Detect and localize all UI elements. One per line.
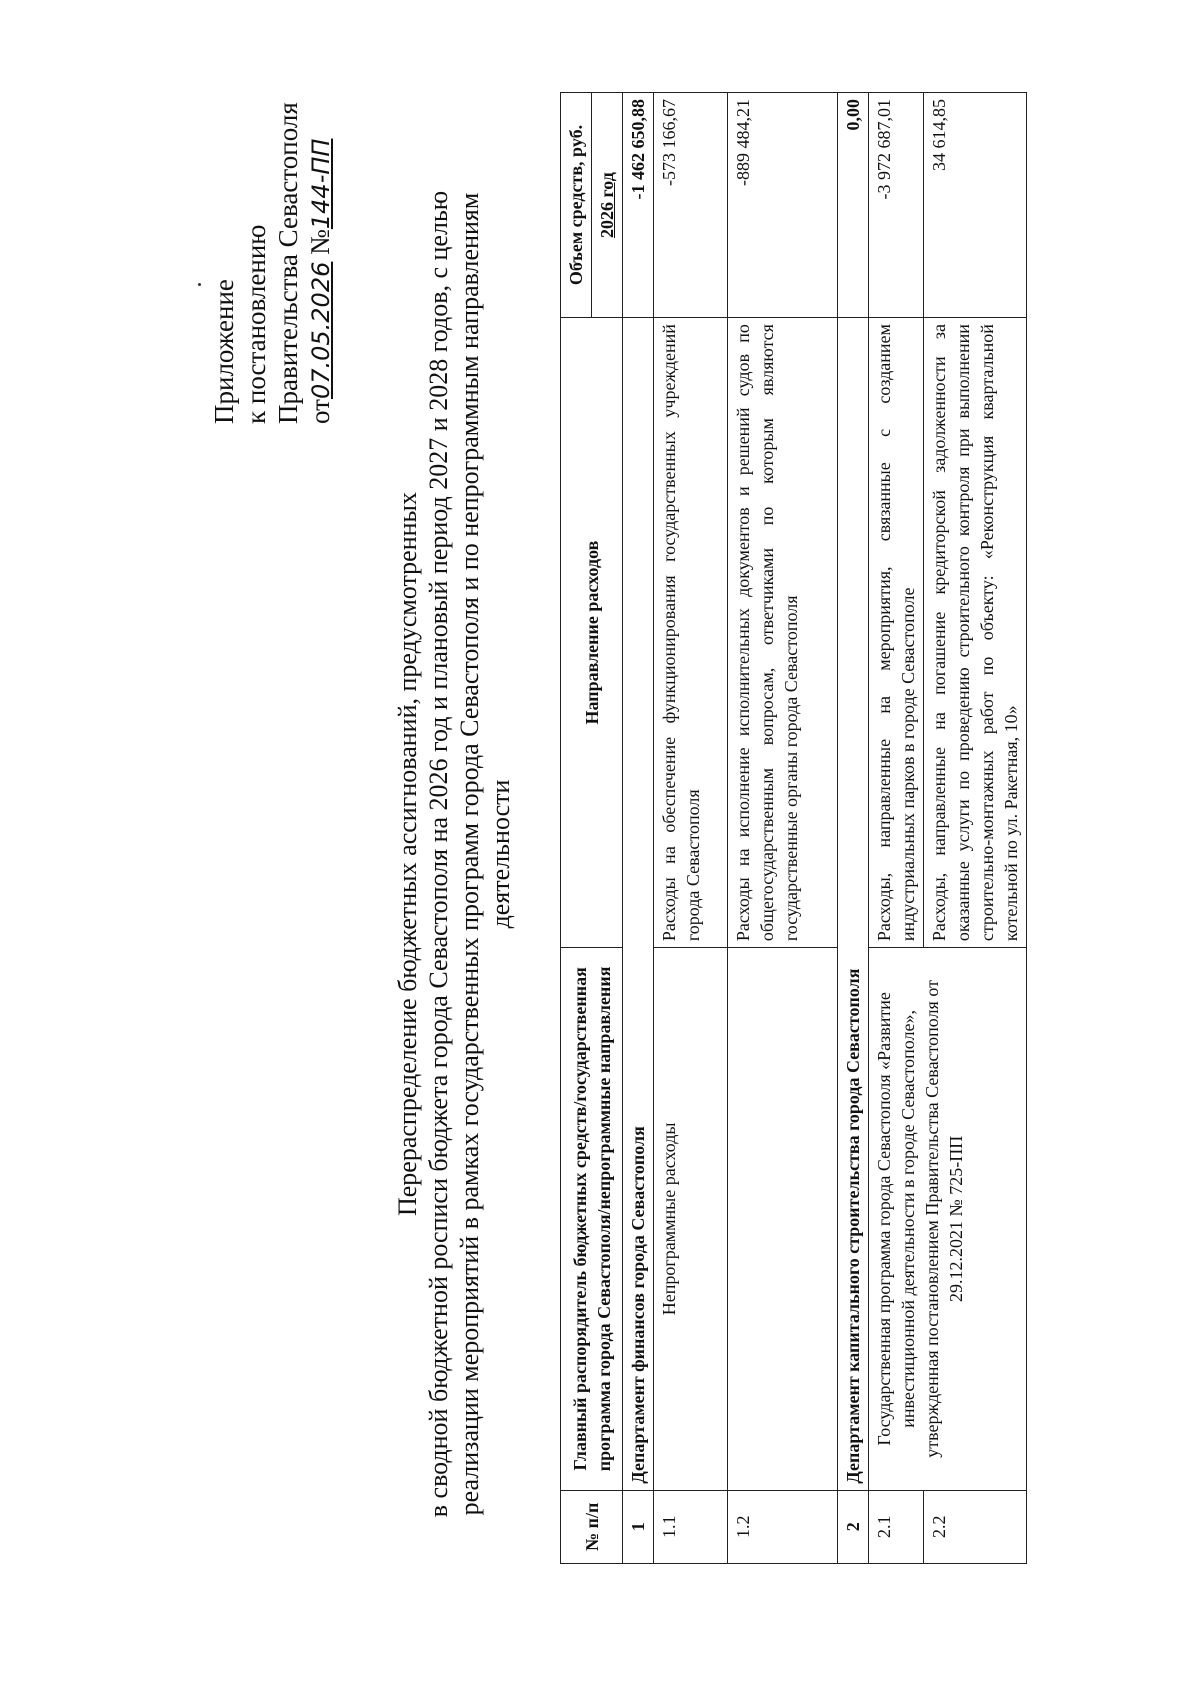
appendix-number: 144-ПП — [307, 138, 335, 230]
row-org: Непрограммные расходы — [654, 948, 728, 1490]
header-year: 2026 год — [592, 93, 623, 318]
section-total: -1 462 650,88 — [623, 93, 654, 318]
appendix-block — [208, 102, 337, 424]
reallocation-table — [560, 92, 1027, 1564]
table-header-row — [561, 93, 592, 1564]
row-direction: Расходы на обеспечение функционирования государственных учреждений города Севастополя — [654, 318, 728, 948]
table-row — [869, 93, 924, 1564]
title-line-1: Перераспределение бюджетных ассигнований, предусмотренных — [393, 492, 422, 1217]
section-num: 2 — [838, 1490, 869, 1563]
appendix-from-label: от — [305, 399, 335, 424]
row-direction: Расходы, направленные на мероприятия, связанные с созданием индустриальных парков в городе Севастополе — [869, 318, 924, 948]
header-volume: Объем средств, руб. — [561, 93, 592, 318]
title-line-2: в сводной бюджетной росписи бюджета города Севастополя на 2026 год и плановый период 2027 и 2028 годов, с целью — [424, 190, 453, 1518]
row-value: 34 614,85 — [924, 93, 1027, 318]
title-line-4: деятельности — [486, 779, 515, 929]
section-total: 0,00 — [838, 93, 869, 318]
title-line-3: реализации мероприятий в рамках государственных программ города Севастополя и по непрограммным направлениям — [455, 192, 484, 1516]
appendix-date: 07.05.2026 — [307, 261, 335, 400]
section-row — [838, 93, 869, 1564]
row-value: -573 166,67 — [654, 93, 728, 318]
row-num: 1.1 — [654, 1490, 728, 1563]
row-direction: Расходы на исполнение исполнительных документов и решений судов по общегосударственным вопросам, ответчиками по которым являются государственные органы города Севастополя — [728, 318, 838, 948]
appendix-line-3: Правительства Севастополя — [273, 102, 303, 424]
row-direction: Расходы, направленные на погашение кредиторской задолженности за оказанные услуги по проведению строительного контроля при выполнении строительно-монтажных работ по объекту: «Реконструкция квартальной котельной по ул. Ракетная, 10» — [924, 318, 1027, 948]
section-row — [623, 93, 654, 1564]
appendix-number-label: № — [305, 229, 335, 255]
appendix-line-4 — [304, 102, 337, 424]
header-num: № п/п — [561, 1490, 623, 1563]
document-title — [392, 134, 516, 1574]
row-org — [728, 948, 838, 1490]
row-num: 2.1 — [869, 1490, 924, 1563]
row-num: 1.2 — [728, 1490, 838, 1563]
table-row — [654, 93, 728, 1564]
header-direction: Направление расходов — [561, 318, 623, 948]
section-name: Департамент капитального строительства города Севастополя — [838, 318, 869, 1491]
appendix-line-2: к постановлению — [241, 224, 271, 424]
section-num: 1 — [623, 1490, 654, 1563]
header-org: Главный распорядитель бюджетных средств/государственная программа города Севастополя/непрограммные направления — [561, 948, 623, 1490]
row-value: -889 484,21 — [728, 93, 838, 318]
scan-speck — [198, 283, 201, 286]
row-num: 2.2 — [924, 1490, 1027, 1563]
table-row — [728, 93, 838, 1564]
appendix-line-1: Приложение — [209, 279, 239, 424]
row-value: -3 972 687,01 — [869, 93, 924, 318]
section-name: Департамент финансов города Севастополя — [623, 318, 654, 1491]
row-org: Государственная программа города Севастополя «Развитие инвестиционной деятельности в городе Севастополе», утвержденная постановлением Правительства Севастополя от 29.12.2021 № 725-ПП — [869, 948, 1027, 1490]
